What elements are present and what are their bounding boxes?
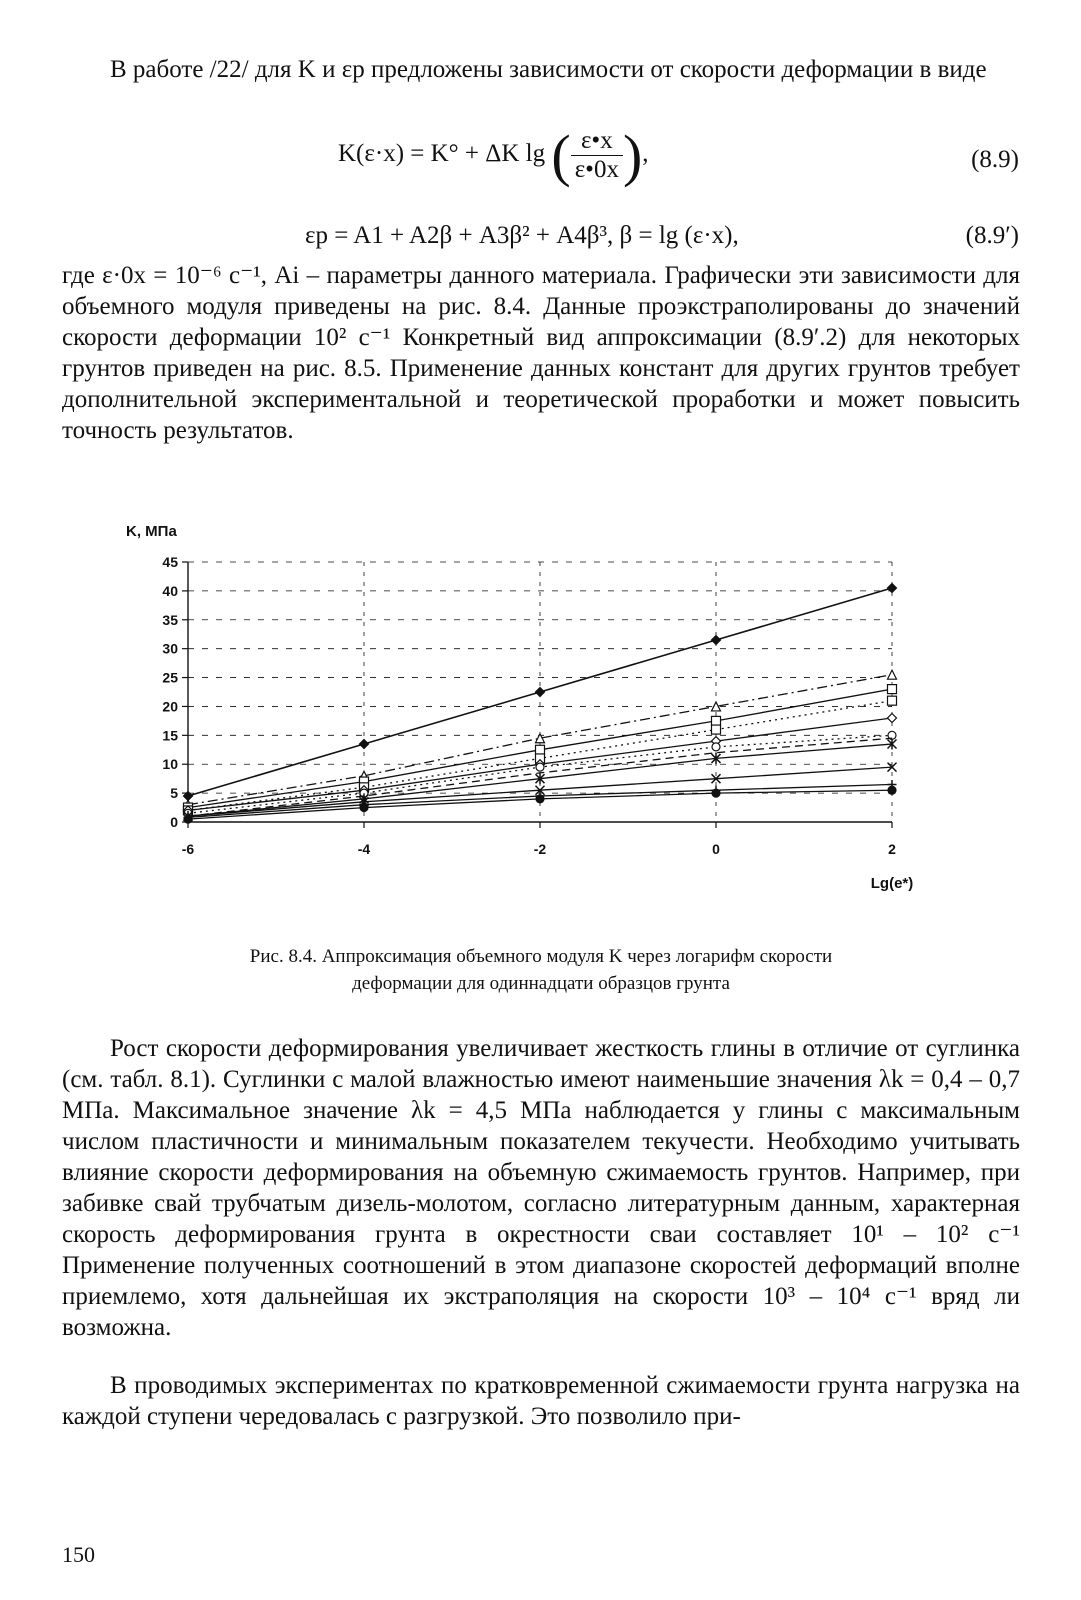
y-tick-label: 10: [162, 756, 178, 773]
data-point: [712, 743, 720, 751]
formula-8-9-prime: εp = A1 + A2β + A3β² + A4β³, β = lg (ε·x),: [305, 222, 739, 249]
paragraph-1: где ε·0x = 10⁻⁶ с⁻¹, Ai – параметры данного материала. Графически эти зависимости для объемного модуля приведены на рис. 8.4. Данные проэкстраполированы до значений скорости деформации 10² с⁻¹ Конкретный вид аппроксимации (8.9′.2) для некоторых грунтов приведен на рис. 8.5. Применение данных констант для других грунтов требует дополнительной экспериментальной и теоретической проработки и может повысить точность результатов.: [62, 262, 1020, 444]
y-tick-label: 30: [162, 640, 178, 657]
formula-8-9: K(ε·x) = K° + ΔK lg ( $\frac{\varepsilon•x}{\varepsilon•0x}$ ),: [338, 123, 649, 188]
y-tick-label: 5: [170, 785, 178, 802]
y-tick-label: 40: [162, 582, 178, 599]
y-tick-label: 25: [162, 669, 178, 686]
y-tick-label: 45: [162, 554, 178, 570]
paragraph-3: В проводимых экспериментах по кратковременной сжимаемости грунта нагрузка на каждой ступени чередовалась с разгрузкой. Это позволило при-: [62, 1372, 1020, 1430]
formula-8-9-denominator: ε•0x: [574, 156, 619, 183]
x-tick-label: 2: [888, 841, 896, 857]
y-axis-label: K, МПа: [126, 523, 177, 540]
data-point: [888, 786, 896, 794]
data-point: [888, 670, 897, 679]
data-point: [888, 696, 897, 705]
data-point: [536, 795, 544, 803]
page-number: 150: [62, 1542, 95, 1567]
data-point: [536, 688, 545, 697]
data-point: [360, 740, 369, 749]
data-point: [712, 716, 721, 725]
data-point: [360, 804, 368, 812]
y-tick-label: 20: [162, 698, 178, 715]
data-point: [888, 714, 897, 723]
x-axis-label: Lg(e*): [870, 875, 914, 892]
equation-number-8-9-prime: (8.9′): [965, 222, 1019, 249]
x-tick-label: -4: [357, 841, 371, 857]
formula-8-9-lhs: K(ε·x) = K° + ΔK lg: [338, 140, 546, 168]
data-point: [536, 763, 544, 771]
y-tick-label: 15: [162, 727, 178, 744]
data-point: [888, 685, 897, 694]
data-point: [712, 789, 720, 797]
data-point: [712, 636, 721, 645]
x-tick-label: -2: [533, 841, 547, 857]
data-point: [184, 815, 192, 823]
paragraph-2: Рост скорости деформирования увеличивает жесткость глины в отличие от суглинка (см. табл. 8.1). Суглинки с малой влажностью имеют наименьшие значения λk = 0,4 – 0,7 МПа. Максимальное значение λk = 4,5 МПа наблюдается у глины с максимальным числом пластичности и минимальным показателем текучести. Необходимо учитывать влияние скорости деформирования на объемную сжимаемость грунтов. Например, при забивке свай трубчатым дизель-молотом, согласно литературным данным, характерная скорость деформирования грунта в окрестности сваи составляет 10¹ – 10² с⁻¹ Применение полученных соотношений в этом диапазоне скоростей деформаций вполне приемлемо, хотя дальнейшая их экстраполяция на скорости 10³ – 10⁴ с⁻¹ вряд ли возможна.: [62, 1035, 1020, 1341]
y-tick-label: 0: [170, 814, 178, 830]
y-tick-label: 35: [162, 611, 178, 628]
formula-8-9-numerator: ε•x: [571, 127, 623, 156]
x-tick-label: 0: [712, 841, 720, 857]
figure-caption: [62, 943, 1020, 997]
data-point: [536, 745, 545, 754]
x-tick-label: -6: [181, 841, 195, 857]
intro-paragraph: В работе /22/ для K и εp предложены зависимости от скорости деформации в виде: [110, 56, 987, 83]
caption-line-2: деформации для одиннадцати образцов грунта: [352, 973, 730, 994]
equation-number-8-9: (8.9): [971, 146, 1019, 173]
caption-line-1: Рис. 8.4. Аппроксимация объемного модуля K через логарифм скорости: [249, 946, 833, 967]
data-point: [712, 725, 721, 734]
